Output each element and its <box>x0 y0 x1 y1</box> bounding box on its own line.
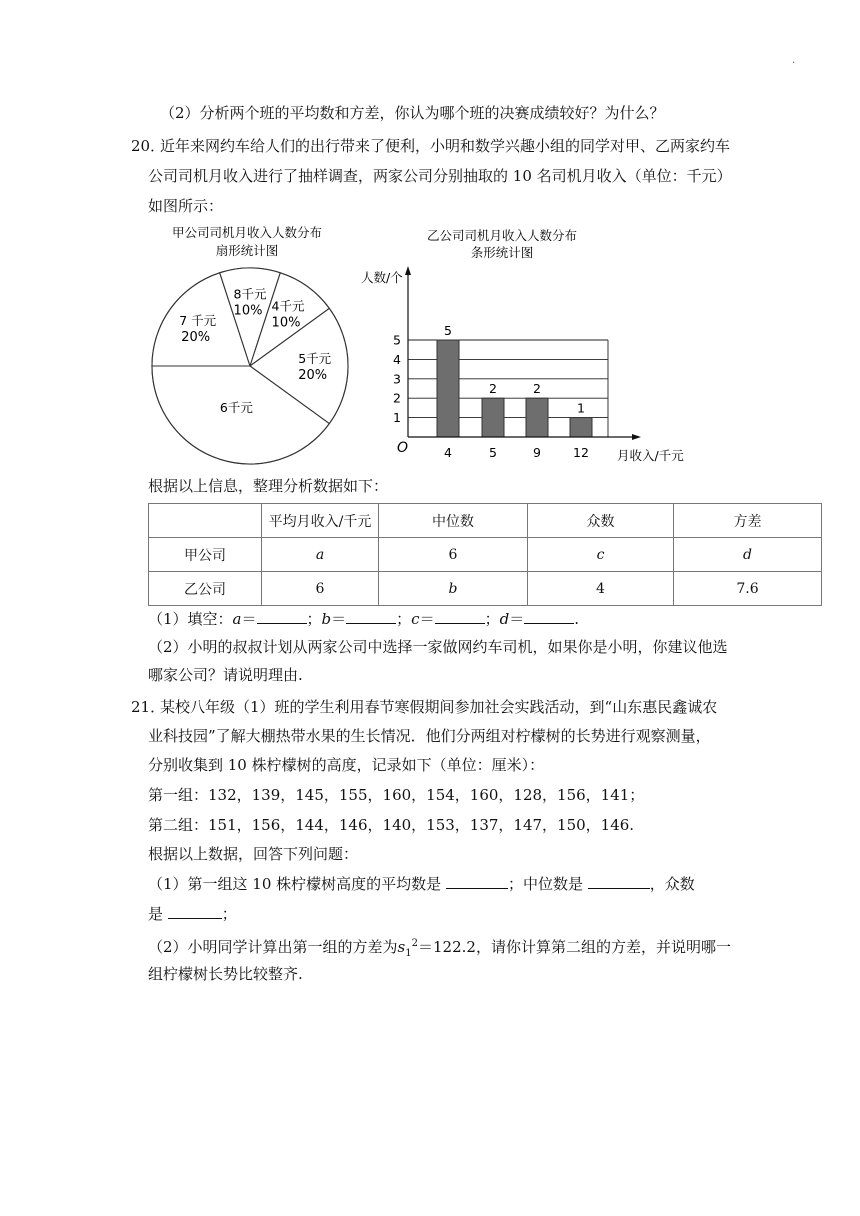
fill-end: . <box>574 610 580 628</box>
bar-mark <box>482 398 504 437</box>
bar-title-line1: 乙公司司机月收入人数分布 <box>426 228 578 243</box>
q21-text-line3: 分别收集到 10 株柠檬树的高度，记录如下（单位：厘米）： <box>148 756 545 774</box>
q21-part1-text-b: ；中位数是 <box>507 875 583 893</box>
table-header-cell: 方差 <box>674 504 822 538</box>
answer-blank-c[interactable] <box>435 609 485 624</box>
bar-x-tick-label: 9 <box>533 445 541 460</box>
q21-part1-line1 <box>148 874 695 894</box>
pie-slice-label: 6千元 <box>219 399 253 415</box>
table-cell: 甲公司 <box>149 538 262 572</box>
q20-text-line2: 公司司机月收入进行了抽样调查，两家公司分别抽取的 10 名司机月收入（单位：千元） <box>148 167 732 185</box>
q21-group2-data: 第二组：151，156，144，146，140，153，137，147，150，146. <box>148 816 635 834</box>
q21-text-line1: 某校八年级（1）班的学生利用春节寒假期间参加社会实践活动，到“山东惠民鑫诚农 <box>160 698 718 716</box>
q21-part2-text-a: （2）小明同学计算出第一组的方差为 <box>148 938 398 956</box>
bar-x-tick-label: 12 <box>573 445 589 460</box>
q21-part2-line2: 组柠檬树长势比较整齐. <box>148 965 303 983</box>
header-mark: · <box>792 58 796 69</box>
q20-part2-line2: 哪家公司？请说明理由. <box>148 666 303 684</box>
pie-slice-label: 4千元 <box>271 298 305 314</box>
q21-part1-line2 <box>148 904 237 924</box>
q21-part1-text-d: 是 <box>148 905 164 923</box>
bar-y-axis-label: 人数/个 <box>361 270 403 285</box>
table-cell: a <box>262 538 379 572</box>
fill-eq: ＝ <box>331 610 347 628</box>
q20-summary-intro: 根据以上信息，整理分析数据如下： <box>148 477 389 495</box>
bar-mark <box>437 340 459 437</box>
table-header-row <box>149 504 822 538</box>
table-header-cell: 众数 <box>528 504 674 538</box>
table-cell: c <box>528 538 674 572</box>
fill-prefix: （1）填空： <box>148 610 233 628</box>
bar-x-tick-label: 5 <box>489 445 497 460</box>
table-header-cell: 中位数 <box>379 504 528 538</box>
q21-group1-data: 第一组：132，139，145，155，160，154，160，128，156，141； <box>148 786 645 804</box>
q20-part2-line1: （2）小明的叔叔计划从两家公司中选择一家做网约车司机，如果你是小明，你建议他选 <box>148 638 728 656</box>
q21-part2-line1 <box>148 934 731 964</box>
q20-text-line1: 近年来网约车给人们的出行带来了便利，小明和数学兴趣小组的同学对甲、乙两家约车 <box>160 137 731 155</box>
answer-blank-a[interactable] <box>257 609 307 624</box>
table-cell: 6 <box>379 538 528 572</box>
answer-blank-d[interactable] <box>524 609 574 624</box>
variance-subscript: 1 <box>405 948 412 959</box>
bar-y-tick-label: 3 <box>393 371 401 387</box>
fill-sep: ； <box>396 610 412 628</box>
bar-y-tick-label: 4 <box>393 351 401 367</box>
fill-sep: ； <box>484 610 500 628</box>
table-cell: 乙公司 <box>149 572 262 606</box>
fill-var-a: a <box>232 610 242 628</box>
bar-data-label: 2 <box>489 381 497 397</box>
fill-var-b: b <box>321 610 332 628</box>
fill-sep: ； <box>306 610 322 628</box>
fill-eq: ＝ <box>241 610 257 628</box>
bar-title-line2: 条形统计图 <box>470 245 534 260</box>
q20-text-line3: 如图所示： <box>148 197 224 215</box>
bar-mark <box>526 398 548 437</box>
bar-y-tick-label: 1 <box>393 410 401 426</box>
pie-slice-label: 7 千元 <box>179 313 217 328</box>
q21-text-line2: 业科技园”了解大棚热带水果的生长情况．他们分两组对柠檬树的长势进行观察测量， <box>148 727 711 745</box>
bar-y-tick-label: 5 <box>393 332 401 348</box>
table-header-cell <box>149 504 262 538</box>
q20-number: 20． <box>131 137 166 155</box>
variance-symbol: s <box>397 938 406 956</box>
table-row <box>149 538 822 572</box>
answer-blank-mean[interactable] <box>446 874 508 889</box>
fill-var-d: d <box>499 610 510 628</box>
q21-answer-intro: 根据以上数据，回答下列问题： <box>148 845 359 863</box>
pie-slice-label: 5千元 <box>298 351 332 366</box>
fill-eq: ＝ <box>419 610 435 628</box>
answer-blank-median[interactable] <box>588 874 650 889</box>
bar-origin-label: O <box>397 440 409 456</box>
pie-slice-percent: 20% <box>181 330 211 345</box>
bar-mark <box>570 418 592 437</box>
table-cell: 4 <box>528 572 674 606</box>
bar-data-label: 5 <box>444 323 452 338</box>
bar-chart <box>355 222 705 468</box>
pie-title-line1: 甲公司司机月收入人数分布 <box>171 225 323 240</box>
bar-y-tick-label: 2 <box>393 390 401 406</box>
pie-slice-label: 8千元 <box>233 286 267 302</box>
q21-part1-text-c: ，众数 <box>649 875 695 893</box>
q21-number: 21． <box>131 698 166 716</box>
pie-chart <box>140 218 380 476</box>
bar-data-label: 1 <box>577 400 585 416</box>
table-row <box>149 572 822 606</box>
bar-x-axis-arrow <box>632 434 641 440</box>
fill-eq: ＝ <box>509 610 525 628</box>
pie-title-line2: 扇形统计图 <box>215 243 279 258</box>
fill-var-c: c <box>411 610 420 628</box>
table-cell: 7.6 <box>674 572 822 606</box>
bar-x-axis-label: 月收入/千元 <box>617 448 684 463</box>
table-cell: b <box>379 572 528 606</box>
answer-blank-b[interactable] <box>346 609 396 624</box>
bar-y-axis-arrow <box>405 266 411 275</box>
bar-data-label: 2 <box>533 381 541 397</box>
q21-part1-text-a: （1）第一组这 10 株柠檬树高度的平均数是 <box>148 875 442 893</box>
pie-slice-percent: 10% <box>233 303 263 319</box>
variance-superscript: 2 <box>411 938 418 949</box>
answer-blank-mode[interactable] <box>168 904 222 919</box>
bar-x-tick-label: 4 <box>444 445 452 460</box>
q20-fill-in <box>148 609 579 629</box>
summary-table <box>148 503 822 606</box>
table-cell: d <box>674 538 822 572</box>
pie-slice-percent: 10% <box>271 315 301 331</box>
q21-part2-text-b: ＝122.2，请你计算第二组的方差，并说明哪一 <box>418 938 731 956</box>
table-cell: 6 <box>262 572 379 606</box>
table-header-cell: 平均月收入/千元 <box>262 504 379 538</box>
pie-slice-percent: 20% <box>298 368 328 383</box>
q19-part2-text: （2）分析两个班的平均数和方差，你认为哪个班的决赛成绩较好？为什么？ <box>160 104 665 122</box>
q21-part1-text-e: ； <box>221 905 237 923</box>
